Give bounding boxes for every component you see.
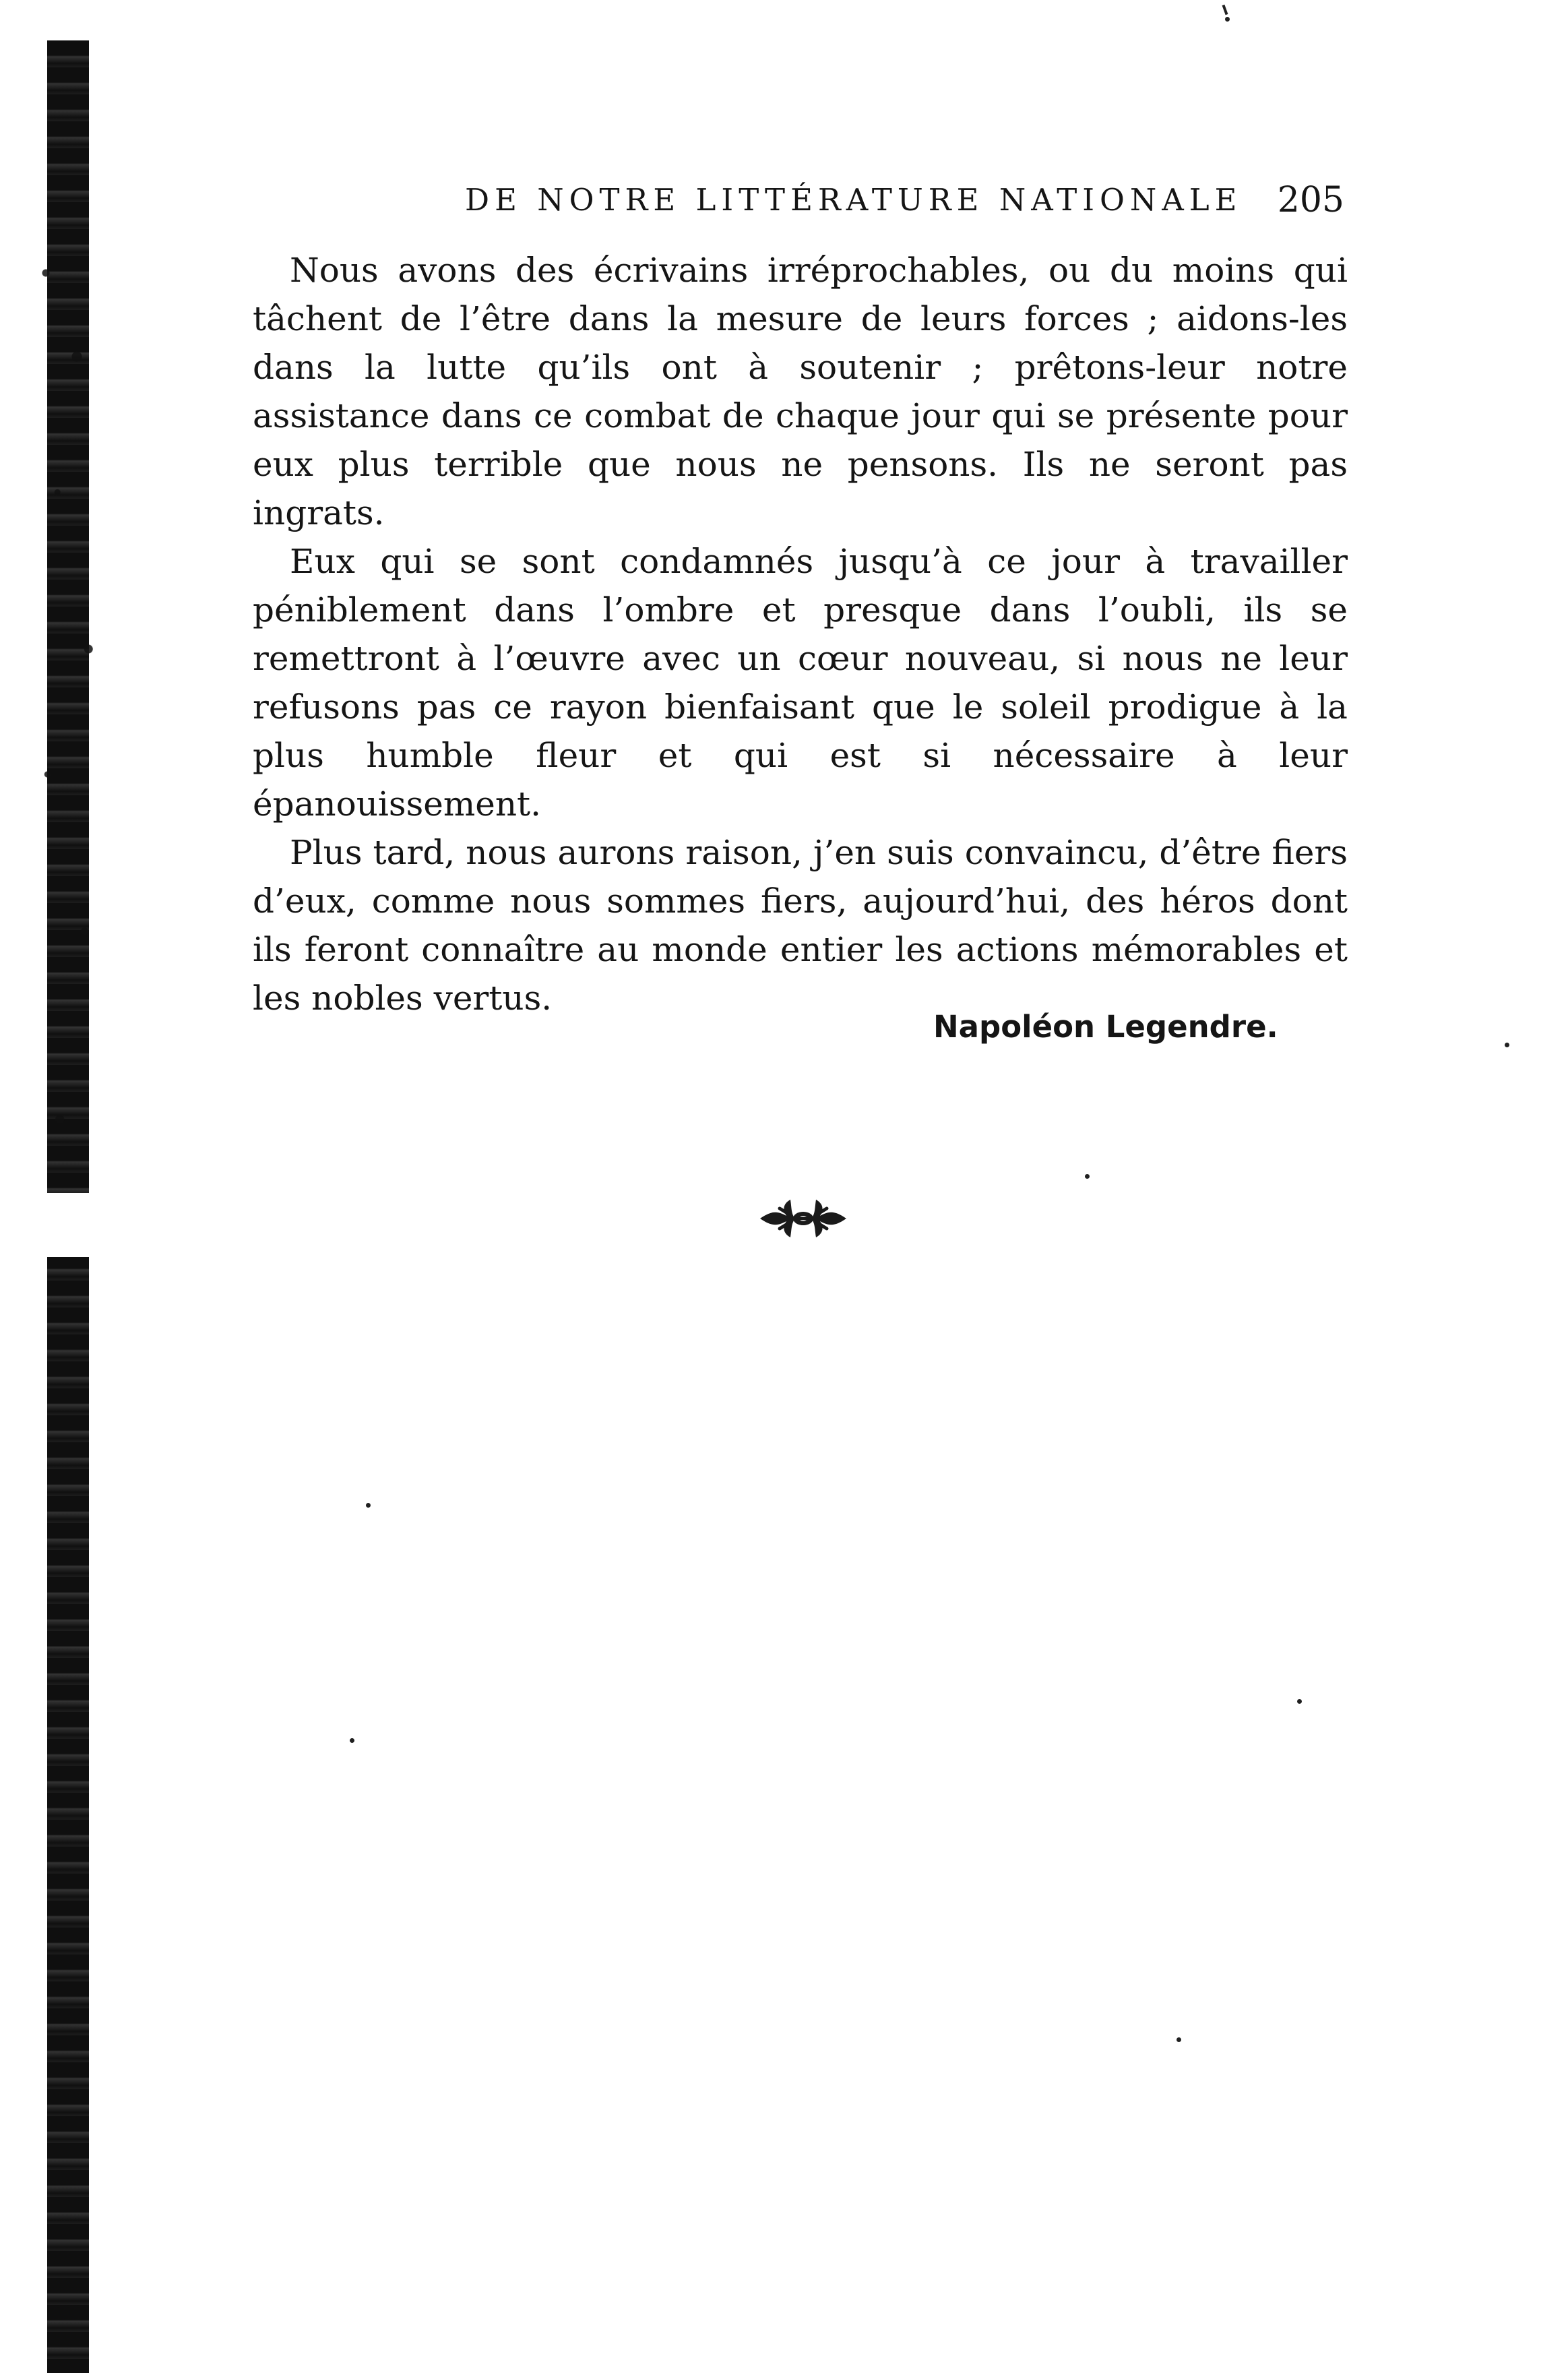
binding-gap (45, 1193, 91, 1257)
scan-speck (1085, 1174, 1090, 1179)
author-signature: Napoléon Legendre. (933, 1009, 1278, 1045)
scan-speck (366, 1503, 371, 1508)
paragraph-3: Plus tard, nous aurons raison, j’en suis convaincu, d’être fiers d’eux, comme nous sommes fiers, aujourd’hui, des héros dont ils feront connaître au monde entier les actions mémorables et les nobles vertus. (253, 833, 1348, 1018)
paragraph-1: Nous avons des écrivains irréprochables, ou du moins qui tâchent de l’être dans la mesure de leurs forces ; aidons-les dans la lutte qu’ils ont à soutenir ; prêtons-leur notre assistance dans ce combat de chaque jour qui se présente pour eux plus terrible que nous ne pensons. Ils ne seront pas ingrats. (253, 251, 1348, 532)
running-title: DE NOTRE LITTÉRATURE NATIONALE (465, 182, 1243, 218)
scan-speck (1225, 17, 1230, 22)
page-number: 205 (1277, 180, 1344, 220)
page-header (465, 177, 1344, 224)
scan-speck (350, 1738, 354, 1743)
binding-ink-specks (30, 168, 108, 1213)
floral-ornament-icon (756, 1195, 850, 1242)
scan-speck (1177, 2037, 1181, 2042)
paragraph-2: Eux qui se sont condamnés jusqu’à ce jour à travailler péniblement dans l’ombre et presque dans l’oubli, ils se remettront à l’œuvre avec un cœur nouveau, si nous ne leur refusons pas ce rayon bienfaisant que le soleil prodigue à la plus humble fleur et qui est si nécessaire à leur épanouissement. (253, 542, 1348, 824)
scan-speck (1505, 1043, 1509, 1047)
scan-mark (1222, 5, 1228, 15)
scan-speck (1297, 1699, 1302, 1704)
body-text (253, 246, 1348, 1022)
